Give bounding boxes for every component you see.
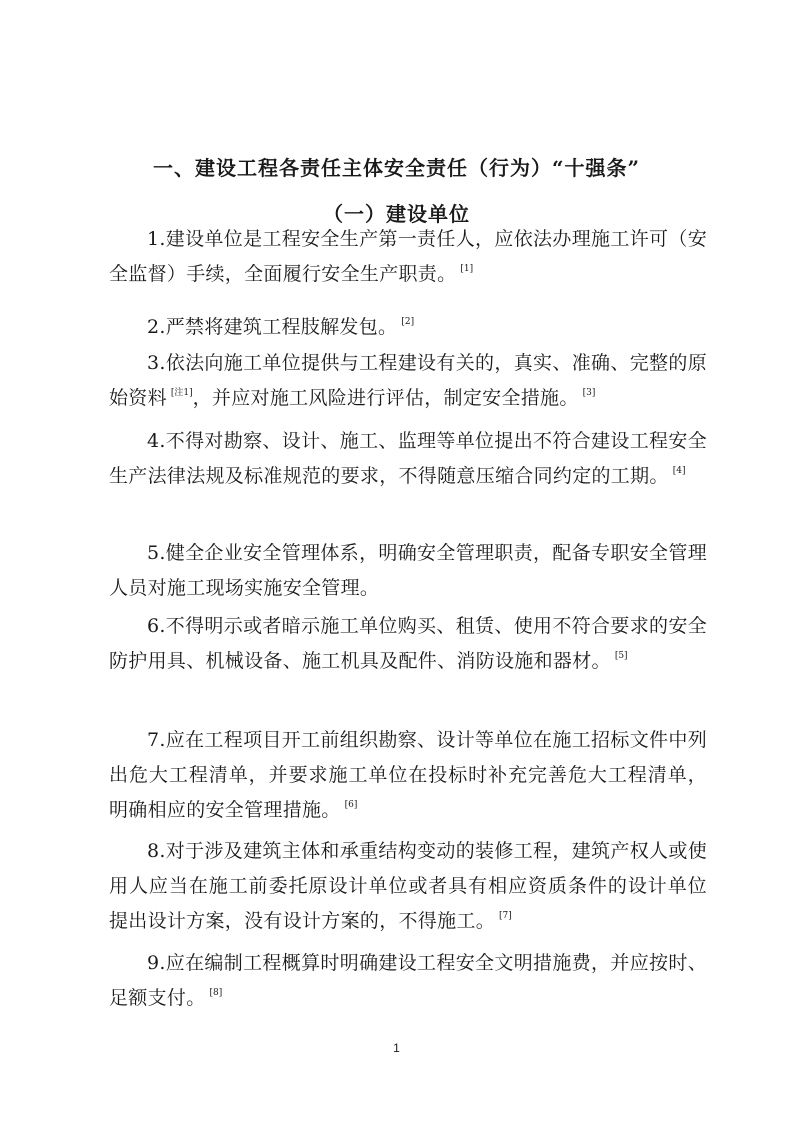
clause-4-text: 4.不得对勘察、设计、施工、监理等单位提出不符合建设工程安全生产法律法规及标准规范的要求，不得随意压缩合同约定的工期。 [109,430,707,487]
section-heading: （一）建设单位 [323,202,470,226]
clause-1-text: 1.建设单位是工程安全生产第一责任人，应依法办理施工许可（安全监督）手续，全面履行安全生产职责。 [109,228,707,285]
clause-7-ref: [6] [344,800,358,810]
clause-3-ref: [3] [582,388,596,398]
clause-4-ref: [4] [672,466,686,476]
clause-7-text: 7.应在工程项目开工前组织勘察、设计等单位在施工招标文件中列出危大工程清单，并要求施工单位在投标时补充完善危大工程清单，明确相应的安全管理措施。 [109,729,707,821]
clause-8-ref: [7] [499,911,512,921]
clause-5 [109,536,707,606]
page-title: 一、建设工程各责任主体安全责任（行为）“十强条” [152,156,640,180]
clause-9-ref: [8] [209,988,223,998]
clause-8-text: 8.对于涉及建筑主体和承重结构变动的装修工程，建筑产权人或使用人应当在施工前委托原设计单位或者具有相应资质条件的设计单位提出设计方案，没有设计方案的，不得施工。 [109,840,707,932]
clause-6-ref: [5] [614,651,628,661]
clause-3-text-b: ，并应对施工风险进行评估，制定安全措施。 [192,387,579,409]
clause-2-ref: [2] [401,317,415,327]
clause-8 [109,834,707,939]
page-number: 1 [393,1041,400,1055]
clause-1-ref: [1] [460,264,474,274]
clause-1 [109,222,707,292]
clause-6 [109,609,707,679]
clause-3-text-a: 3.依法向施工单位提供与工程建设有关的，真实、准确、完整的原始资料 [109,352,707,409]
clause-5-text: 5.健全企业安全管理体系，明确安全管理职责，配备专职安全管理人员对施工现场实施安全管理。 [109,542,707,599]
clause-7 [109,723,707,828]
clause-3-note: [注1] [170,388,193,398]
clause-6-text: 6.不得明示或者暗示施工单位购买、租赁、使用不符合要求的安全防护用具、机械设备、施工机具及配件、消防设施和器材。 [109,615,707,672]
clause-4 [109,424,707,494]
clause-2-text: 2.严禁将建筑工程肢解发包。 [147,316,398,338]
clause-2 [109,310,707,345]
clause-3 [109,346,707,416]
clause-9-text: 9.应在编制工程概算时明确建设工程安全文明措施费，并应按时、足额支付。 [109,952,707,1009]
clause-9 [109,946,707,1016]
